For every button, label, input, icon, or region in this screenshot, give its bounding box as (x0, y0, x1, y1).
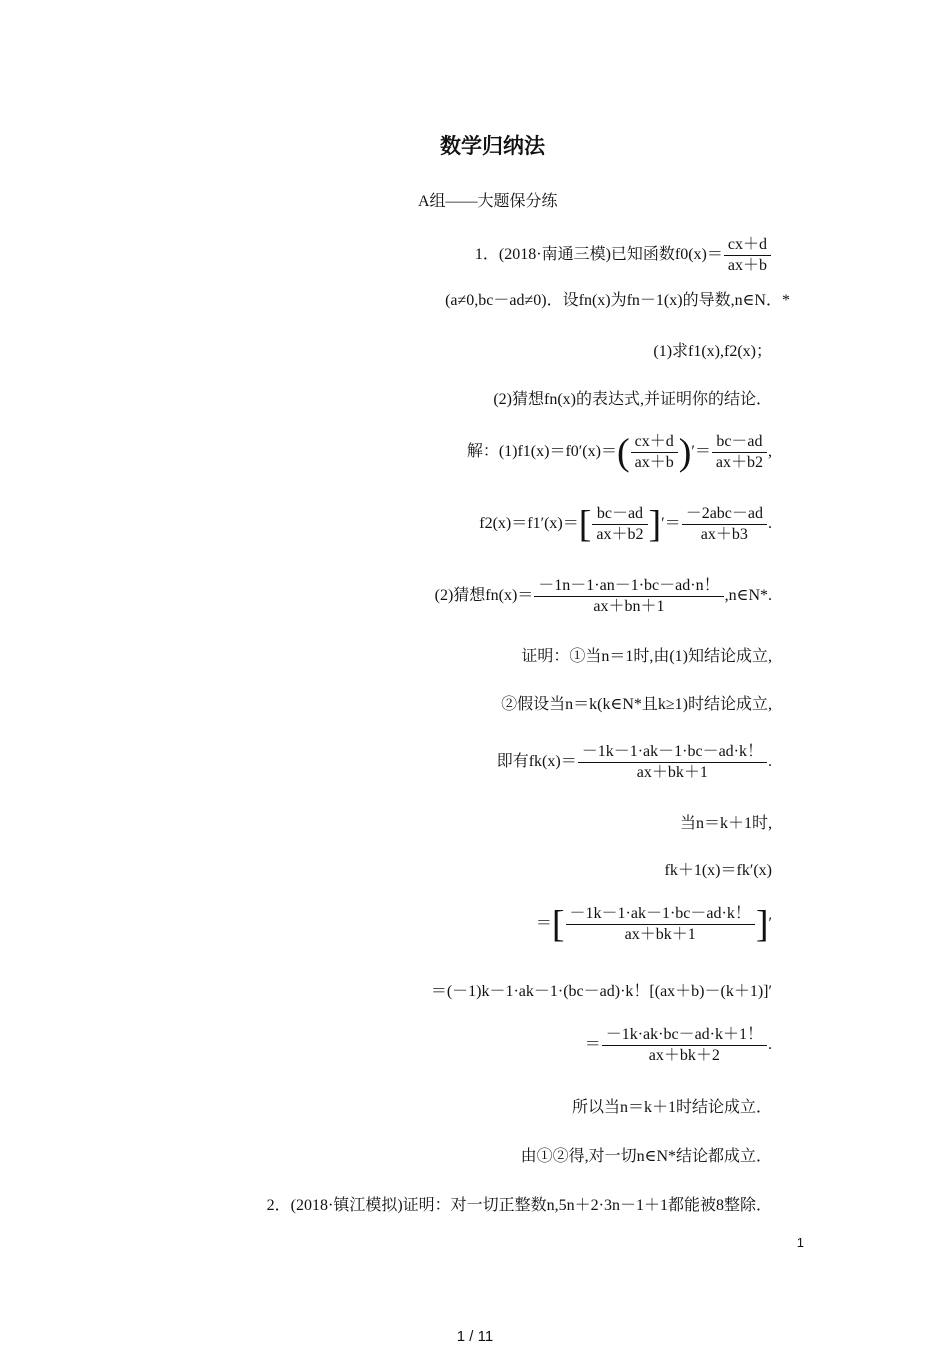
q1-part2: (2)猜想fn(x)的表达式,并证明你的结论． (493, 391, 772, 408)
step3-num: －1k·ak·bc－ad·k＋1！ (602, 1025, 767, 1046)
q1-part1: (1)求f1(x),f2(x)； (653, 343, 772, 360)
step1-num: －1k－1·ak－1·bc－ad·k！ (566, 904, 755, 925)
sol1-lhs: 解：(1)f1(x)＝f0′(x)＝ (466, 443, 617, 461)
step3-lhs: ＝ (584, 1036, 601, 1054)
when-line: 当n＝k＋1时, (679, 815, 772, 832)
f0-numerator: cx＋d (724, 235, 771, 256)
sol1-end: , (768, 443, 772, 461)
q1-intro-text: 1．(2018·南通三模)已知函数f0(x)＝ (474, 246, 723, 264)
sol1-inner-num: cx＋d (631, 432, 678, 453)
guess-den: ax＋bn＋1 (593, 598, 665, 615)
step1-den: ax＋bk＋1 (624, 926, 696, 943)
guess-fraction (534, 576, 723, 617)
section-subtitle: A组——大题保分练 (418, 193, 558, 210)
hyp-den: ax＋bk＋1 (636, 764, 708, 781)
sol2-res-den: ax＋b3 (700, 526, 748, 543)
f0-fraction (724, 235, 771, 276)
proof-step2: ②假设当n＝k(k∈N*且k≥1)时结论成立, (501, 696, 772, 713)
problem-2: 2．(2018·镇江模拟)证明：对一切正整数n,5n＋2·3n－1＋1都能被8整除． (266, 1197, 772, 1214)
step1-fraction (566, 904, 755, 945)
left-paren: ( (616, 431, 630, 474)
sol1-inner-fraction (631, 432, 678, 473)
guess-line (435, 576, 772, 617)
page-navigation: 1 / 11 (456, 1328, 494, 1345)
sol2-lhs: f2(x)＝f1′(x)＝ (479, 515, 579, 533)
sol2-mid: ′＝ (661, 515, 681, 533)
f0-denominator: ax＋b (727, 257, 767, 274)
step3-fraction (602, 1025, 767, 1066)
hyp-end: . (768, 753, 772, 771)
sol2-result-fraction (682, 504, 767, 545)
sol2-inner-den: ax＋b2 (596, 526, 644, 543)
hypothesis-line (497, 742, 772, 783)
page-number: 1 (796, 1235, 804, 1250)
sol1-result-fraction (712, 432, 767, 473)
right-paren: ) (678, 431, 692, 474)
fk1-line: fk＋1(x)＝fk′(x) (664, 862, 772, 879)
sol1-res-den: ax＋b2 (715, 454, 763, 471)
hyp-num: －1k－1·ak－1·bc－ad·k！ (578, 742, 767, 763)
step3-end: . (768, 1036, 772, 1054)
q1-intro (475, 235, 772, 276)
step2-line: ＝(－1)k－1·ak－1·(bc－ad)·k！[(ax＋b)－(k＋1)]′ (430, 983, 772, 1000)
step3-line (585, 1025, 772, 1066)
guess-lhs: (2)猜想fn(x)＝ (434, 587, 534, 605)
sol2-inner-fraction (592, 504, 647, 545)
left-bracket: [ (551, 903, 565, 946)
guess-num: －1n－1·an－1·bc－ad·n！ (534, 576, 723, 597)
step3-den: ax＋bk＋2 (648, 1047, 720, 1064)
hyp-lhs: 即有fk(x)＝ (496, 753, 577, 771)
sol1-line (467, 432, 772, 473)
sol1-inner-den: ax＋b (634, 454, 674, 471)
step1-lhs: ＝ (535, 915, 552, 933)
sol2-line (479, 504, 772, 545)
right-bracket: ] (755, 903, 769, 946)
hyp-fraction (578, 742, 767, 783)
sol1-res-num: bc－ad (712, 432, 767, 453)
q1-condition: (a≠0,bc－ad≠0)．设fn(x)为fn－1(x)的导数,n∈N．* (445, 292, 790, 309)
sol2-inner-num: bc－ad (592, 504, 647, 525)
conclusion-line1: 所以当n＝k＋1时结论成立． (571, 1099, 772, 1116)
proof-step1: 证明：①当n＝1时,由(1)知结论成立, (521, 648, 772, 665)
left-bracket: [ (578, 503, 592, 546)
sol2-res-num: －2abc－ad (682, 504, 767, 525)
step1-line (536, 904, 772, 945)
step1-end: ′ (768, 915, 772, 933)
right-bracket: ] (648, 503, 662, 546)
conclusion-line2: 由①②得,对一切n∈N*结论都成立． (520, 1148, 772, 1165)
guess-end: ,n∈N*. (724, 587, 772, 605)
sol1-mid: ′＝ (691, 443, 711, 461)
page-title: 数学归纳法 (440, 134, 545, 158)
sol2-end: . (768, 515, 772, 533)
